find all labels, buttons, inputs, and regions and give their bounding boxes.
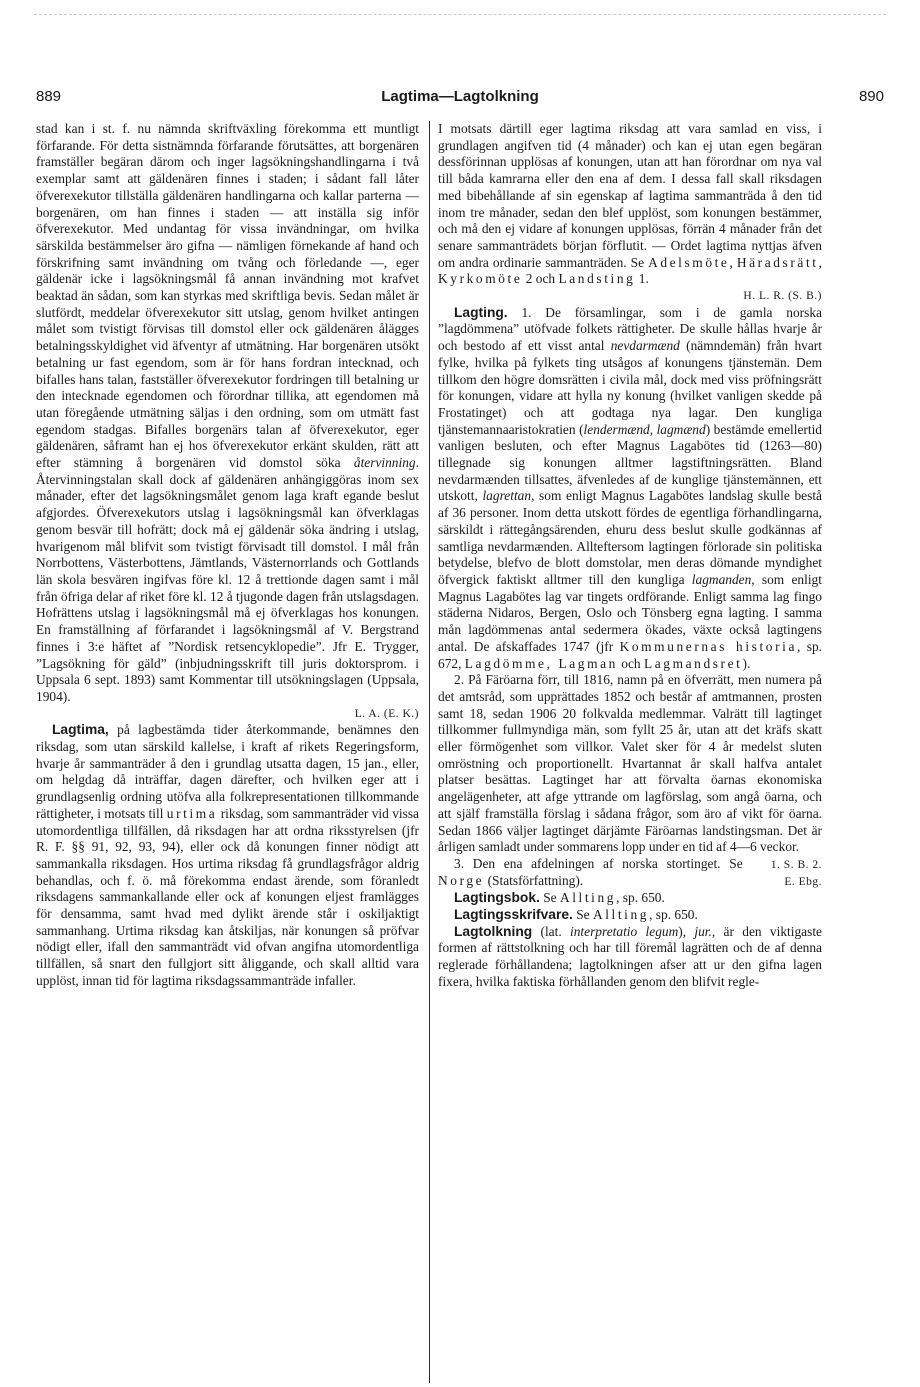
running-title: Lagtima—Lagtolkning: [381, 88, 539, 105]
headword: Lagtima,: [52, 722, 109, 738]
author-signature: 1. S. B. 2. E. Ebg.: [770, 858, 822, 888]
entry-lagting-norge: 3. Den ena afdelningen af norska stortinget. Se Norge (Statsförfattning). 1. S. B. 2. E. Ebg.: [438, 856, 822, 890]
entry-lagtima: Lagtima, på lagbestämda tider återkommande, benämnes den riksdag, som utan särskild kallelse, i kraft af rikets Regeringsform, hvarje år sammanträder å den i grundlag utsatta dagen, 15 jan., eller, om helgdag då inträffar, dagen därefter, och hvilken eger att i grundlagsenlig ordning utöfva alla folkrepresentationen tillkommande rättigheter, i motsats till urtima riksdag, som sammanträder vid vissa utomordentliga tillfällen, då riksdagen har att ordna riksstyrelsen (jfr R. F. §§ 91, 92, 93, 94), eller ock då konungen finner nödigt att sammankalla riksdagen. Hos urtima riksdag få grundlagsfrågor aldrig behandlas, och f. ö. må förekomma endast ärende, som föranledt riksdagens sammankallande eller ock af konungen eljest framlägges för densamma, samt hvad med dylikt ärende står i oskiljaktigt sammanhang. Urtima riksdag kan åtskiljas, när konungen så pröfvar nödigt eller, ifall den sammanträdt vid ofvan angifna utomordentliga tillfällen, så snart den fullgjort sitt åliggande, och skall alltid vara upplöst, innan tid för lagtima riksdagssammanträde infaller.: [36, 722, 419, 988]
entry-lagtima-continued: I motsats därtill eger lagtima riksdag att vara samlad en viss, i grundlagen angifven tid (4 månader) och kan ej utan egen begäran dessförinnan upplösas af konungen, utan att han förordnar om nya val till båda kamrarna eller den ena af dem. I dessa fall skall riksdagen med bibehållande af sin egenskap af lagtima sammanträda å den tid inom tre månader, sedan den blef upplöst, som konungen bestämmer, och må den ej vidare af konungen upplösas, förrän 4 månader från det senare sammanträdets början förflutit. — Ordet lagtima nyttjas äfven om andra ordinarie sammanträden. Se Adelsmöte, Häradsrätt, Kyrkomöte 2 och Landsting 1. H. L. R. (S. B.): [438, 121, 822, 305]
entry-lagsokning-continued: stad kan i st. f. nu nämnda skriftväxling förekomma ett muntligt förfarande. För detta sistnämnda förfarande förutsättes, att borgenären framställer begäran därom och inger lagsökningshandlingarna i två exemplar samt att gäldenären finnes i staden; i sådant fall låter öfverexekutor tillställa gäldenären handlingarna och kallar parterna — borgenären, om han finnes i staden — att inställa sig inför öfverexekutor. Med undantag för vissa invändningar, om hvilka särskilda bestämmelser äro gifna — nämligen förnekande af hand och förskrifning samt invändning om tvång och förledande —, eger gäldenär icke i lagsökningsmål få annan invändning mot krafvet beaktad än sådan, som kan styrkas med skriftliga bevis. Sedan målet är slutfördt, meddelar öfverexekutor sitt utslag, genom hvilket antingen målet som tvistigt förvisas till domstol eller ock gäldenären ålägges betalningsskyldighet vid äfventyr af utmätning. Har borgenären utsökt betalning ur fast egendom, som är för hans fordran intecknad, och bifalles hans talan, fastställer öfverexekutor fordringen till betalning ur den intecknade egendomen och förordnar tillika, att egendomen må utan föregående utmätning säljas i den ordning, som om utmätt fast egendom stadgas. Bifalles borgenärs talan af öfverexekutor, eger gäldenären, såframt han ej hos öfverexekutor erkänt skulden, rätt att efter stämning å borgenären vid domstol söka återvinning. Återvinningstalan skall dock af gäldenären anhängiggöras inom sex månader, efter det lagsökningsmålet genom laga kraft egande beslut afgjordes. Öfverexekutors utslag i lagsökningsmål kan öfverklagas genom besvär till hofrätt; dock må ej gäldenär söka ändring i utslag, hvarigenom mål blifvit som tvistigt förvisadt till domstol. I mål från Norrbottens, Västerbottens, Jämtlands, Västernorrlands och Gottlands län skola besvären ingifvas före kl. 12 å trettionde dagen samt i mål från öfriga delar af riket före kl. 12 å tjugonde dagen från utslagsdagen. Hofrättens utslag i lagsökningsmål må ej öfverklagas hos konungen. En framställning af förfarandet i lagsökningsmål af V. Bergstrand finnes i 3:e häftet af ”Nordisk retsencyklopedie”. Jfr E. Trygger, ”Lagsökning för gäld” (inbjudningsskrift till juris doktorsprom. i Uppsala 6 sept. 1893) samt Kommentar till utsökningslagen (Uppsala, 1904). L. A. (E. K.): [36, 121, 419, 722]
headword: Lagtolkning: [454, 923, 533, 939]
entry-lagting-faroarna: 2. På Färöarna förr, till 1816, namn på en öfverrätt, men numera på det amtsråd, som upprättades 1852 och består af amtmannen, prosten samt 18, sedan 1906 20 folkvalda medlemmar. Valrätt till lagtinget tillkommer fullmyndiga män, som fyllt 25 år, utan att det kräfs skatt eller förmögenhet som villkor. Valet sker för 4 år medelst sluten omröstning och proportionellt. Hvartannat år skall halfva antalet platser besättas. Lagtinget har att förvalta öarnas ekonomiska angelägenheter, att afge yttrande om lagförslag, som angå öarna, och att själf framställa förslag i sådana frågor, som äro af vikt för öarna. Sedan 1866 väljer lagtinget därjämte Färöarnas landstingsman. Det är årligen samladt under sommarens lopp under en tid af 4—6 veckor.: [438, 672, 822, 855]
headword: Lagtingsskrifvare.: [454, 907, 573, 923]
entry-lagtolkning: Lagtolkning (lat. interpretatio legum), jur., är den viktigaste formen af rättstolkning och har till föremål lagrätten och de af denna reglerade förhållandena; lagtolkningen afser att ur den gifna lagen fixera, hvilka faktiska förhållanden genom den blifvit regle-: [438, 923, 822, 989]
author-signature: H. L. R. (S. B.): [743, 290, 822, 303]
headword: Lagting.: [454, 304, 508, 320]
entry-lagtingsbok: Lagtingsbok. Se Allting, sp. 650.: [454, 890, 665, 906]
column-divider: [429, 121, 430, 1383]
author-signature: L. A. (E. K.): [354, 707, 419, 720]
page-number-left: 889: [36, 88, 62, 105]
page-header: [36, 88, 884, 112]
headword: Lagtingsbok.: [454, 890, 540, 906]
entry-lagtingsskrifvare: Lagtingsskrifvare. Se Allting, sp. 650.: [454, 907, 698, 923]
entry-lagting: Lagting. 1. De församlingar, som i de gamla norska ”lagdömmena” utöfvade folkets rättigheter. De skulle hållas hvarje år och bestodo af ett visst antal nevdarmænd (nämndemän) från hvart fylke, hvilka på fylkets ting utsågos af konungens tjänstemän. Dem tillkom den högre domsrätten i civila mål, dock med viss pröfningsrätt för konungen, vidare att hylla ny konung (hvilket vanligen skedde på Frostatinget) och att godtaga nya lagar. Den kungliga tjänstemannaaristokratien (lendermænd, lagmænd) bestämde emellertid vanligen besluten, och efter Magnus Lagabötes tid (1263—80) tillegnade sig konungen alltmer lagstiftningsrätten. Bland nevdarmænden tillsattes, äfvenledes af de kunglige tjänstemännen, ett utskott, lagrettan, som enligt Magnus Lagabötes landslag skulle bestå af 36 personer. Inom detta utskott fördes de egentliga förhandlingarna, särskildt i rättegångsärenden, ehuru dess beslut skulle godkännas af samtliga nevdarmænden. Allteftersom lagtingen förlorade sin politiska betydelse, blefvo de blott domstolar, men deras dömande myndighet öfvergick faktiskt alltmer till den kungliga lagmanden, som enligt Magnus Lagabötes lag var tingets ordförande. Enligt samma lag fingo städerna Nidaros, Bergen, Oslo och Tönsberg egna lagting. I samma mån lagdömmenas antal sedermera ökades, växte också lagtingens antal. De afskaffades 1747 (jfr Kommunernas historia, sp. 672, Lagdömme, Lagman och Lagmandsret).: [438, 304, 823, 671]
top-rule: [34, 14, 886, 15]
page-number-right: 890: [858, 88, 884, 105]
right-column: [438, 121, 822, 991]
left-column: [36, 121, 419, 990]
